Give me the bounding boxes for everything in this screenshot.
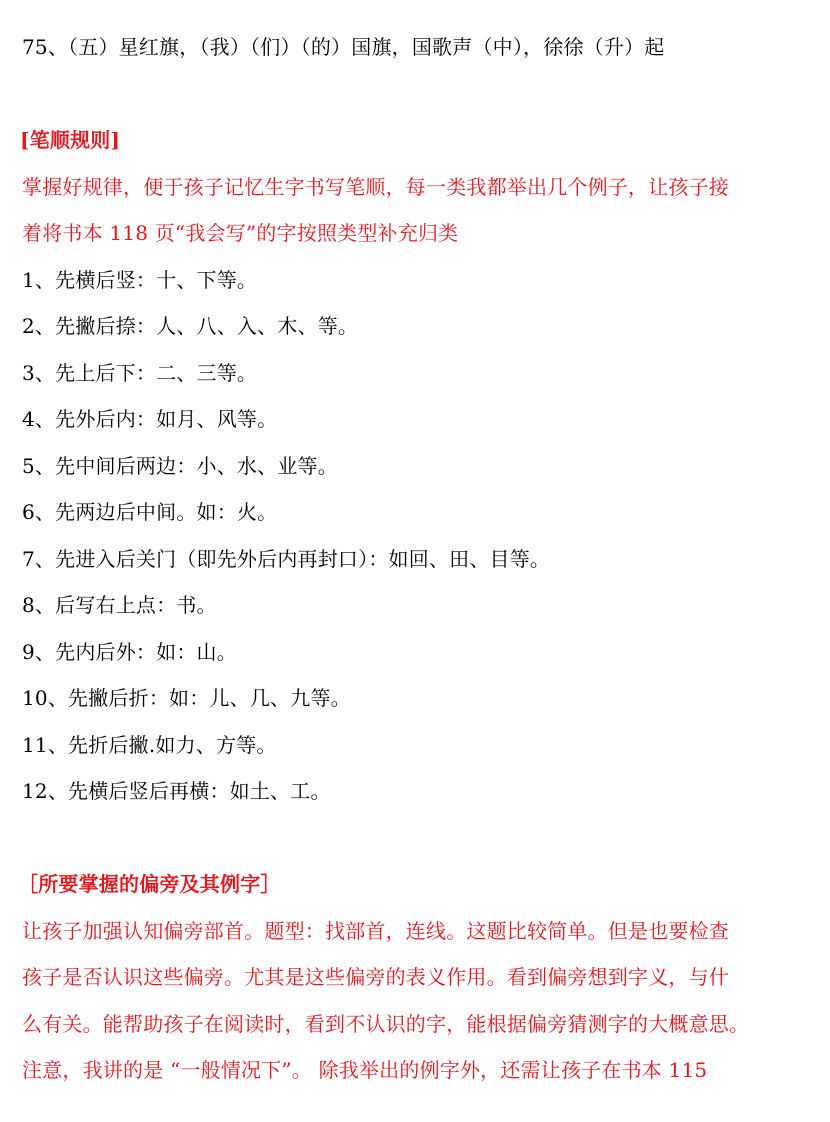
stroke-rule-6: 6、先两边后中间。如：火。 [22,500,278,524]
radicals-intro-line-1: 让孩子加强认知偏旁部首。题型：找部首，连线。这题比较简单。但是也要检查 [22,919,729,943]
radicals-intro-line-2: 孩子是否认识这些偏旁。尤其是这些偏旁的表义作用。看到偏旁想到字义，与什 [22,965,729,989]
stroke-rule-3: 3、先上后下：二、三等。 [22,361,258,385]
stroke-rule-9: 9、先内后外：如：山。 [22,640,237,664]
stroke-rule-4: 4、先外后内：如月、风等。 [22,407,278,431]
stroke-rules-intro-line-1: 掌握好规律，便于孩子记忆生字书写笔顺，每一类我都举出几个例子，让孩子接 [22,175,729,199]
stroke-rules-heading: [笔顺规则] [20,128,121,152]
radicals-heading: ［所要掌握的偏旁及其例字］ [18,872,281,896]
stroke-rule-5: 5、先中间后两边：小、水、业等。 [22,454,338,478]
stroke-rule-8: 8、后写右上点：书。 [22,593,217,617]
stroke-rule-1: 1、先横后竖：十、下等。 [22,268,258,292]
stroke-rules-intro-line-2: 着将书本 118 页“我会写”的字按照类型补充归类 [22,221,459,245]
stroke-rule-7: 7、先进入后关门（即先外后内再封口）：如回、田、目等。 [22,547,551,571]
answer-line-75: 75、（五）星红旗，（我）（们）（的）国旗，国歌声（中），徐徐（升）起 [22,35,665,59]
stroke-rule-12: 12、先横后竖后再横：如土、工。 [22,779,331,803]
radicals-intro-line-4: 注意，我讲的是 “一般情况下”。 除我举出的例字外，还需让孩子在书本 115 [22,1058,708,1082]
stroke-rule-10: 10、先撇后折：如：儿、几、九等。 [22,686,351,710]
radicals-intro-line-3: 么有关。能帮助孩子在阅读时，看到不认识的字，能根据偏旁猜测字的大概意思。 [22,1012,750,1036]
stroke-rule-2: 2、先撇后捺：人、八、入、木、等。 [22,314,359,338]
stroke-rule-11: 11、先折后撇.如力、方等。 [22,733,277,757]
